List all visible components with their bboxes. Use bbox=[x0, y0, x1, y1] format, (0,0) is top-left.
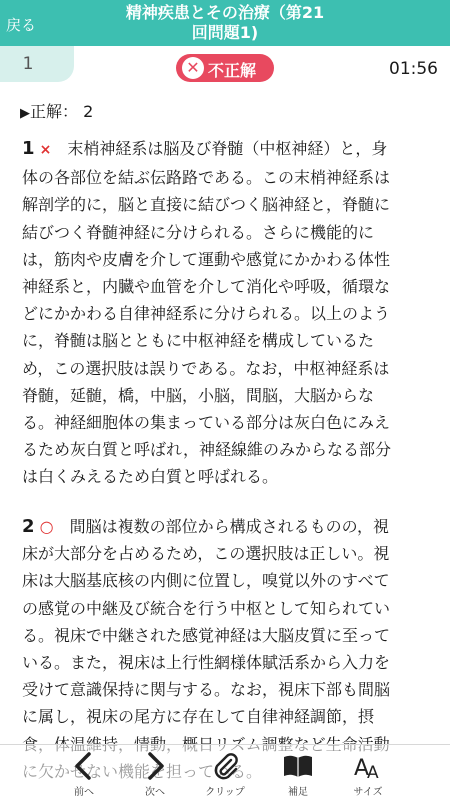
explanation-line: に属し，視床の尾方に存在して自律神経調節，摂 bbox=[22, 707, 375, 727]
explanation-text: 間脳は複数の部位から構成されるものの，視 bbox=[53, 517, 389, 536]
next-label: 次へ bbox=[145, 787, 165, 798]
explanation-line: る。神経細胞体の集まっている部分は灰白色にみえ bbox=[22, 413, 391, 433]
triangle-right-icon: ▶ bbox=[20, 106, 30, 121]
explanation-line: 受けて意識保持に関与する。なお，視床下部も間脳 bbox=[22, 680, 391, 700]
explanation-line: 脊髄，延髄，橋，中脳，小脳，間脳，大脳からな bbox=[22, 385, 375, 405]
back-button[interactable]: 戻る bbox=[6, 16, 37, 34]
explanation-line: は白くみえるため白質と呼ばれる。 bbox=[22, 467, 279, 487]
result-label: 不正解 bbox=[208, 61, 257, 80]
next-button[interactable] bbox=[125, 751, 185, 798]
explanation-line: 床が大部分を占めるため，この選択肢は正しい。視 bbox=[22, 544, 390, 564]
explanation-line: 結びつく脊髄神経に分けられる。さらに機能的に bbox=[22, 222, 375, 242]
choice-number: 1 bbox=[22, 138, 35, 159]
explanation-line: 体の各部位を結ぶ伝路路である。この末梢神経系は bbox=[22, 168, 391, 188]
result-badge-incorrect bbox=[176, 54, 274, 82]
timer: 01:56 bbox=[389, 59, 438, 79]
chevron-right-icon bbox=[140, 751, 170, 781]
page-title bbox=[80, 3, 370, 43]
supplement-label: 補足 bbox=[288, 787, 308, 798]
explanation-line: 解剖学的に，脳と直接に結びつく脳神経と，脊髄に bbox=[22, 195, 391, 215]
explanation-line: 床は大脳基底核の内側に位置し，嗅覚以外のすべて bbox=[22, 571, 390, 591]
book-icon bbox=[282, 751, 314, 781]
correct-answer-label: 正解： bbox=[30, 102, 79, 121]
question-number: 1 bbox=[22, 54, 34, 74]
font-size-icon bbox=[352, 751, 384, 781]
correct-answer-value: 2 bbox=[83, 102, 94, 121]
explanation-line: どにかかわる自律神経系に分けられる。以上のよう bbox=[22, 304, 391, 324]
font-size-button[interactable] bbox=[338, 751, 398, 798]
incorrect-mark-icon: × bbox=[39, 142, 52, 158]
explanation-line bbox=[22, 135, 430, 164]
explanation-1 bbox=[22, 135, 430, 491]
question-number-tab bbox=[0, 46, 74, 82]
explanation-line: め，この選択肢は誤りである。なお，中枢神経系は bbox=[22, 358, 390, 378]
bottom-toolbar bbox=[0, 744, 450, 800]
explanation-line: いる。また，視床は上行性網様体賦活系から入力を bbox=[22, 653, 391, 673]
explanation-text: 末梢神経系は脳及び脊髄（中枢神経）と，身 bbox=[51, 139, 388, 158]
clip-button[interactable] bbox=[195, 751, 255, 798]
prev-button[interactable] bbox=[54, 751, 114, 798]
explanation-line: は，筋肉や皮膚を介して運動や感覚にかかわる体性 bbox=[22, 249, 391, 269]
explanation-line: の感覚の中継及び統合を行う中枢として知られてい bbox=[22, 598, 391, 618]
explanation-line: る。視床で中継された感覚神経は大脳皮質に至って bbox=[22, 625, 391, 645]
correct-mark-icon: ○ bbox=[39, 517, 54, 536]
size-label: サイズ bbox=[353, 787, 383, 798]
chevron-left-icon bbox=[69, 751, 99, 781]
explanation-line: 神経系と，内臓や血管を介して消化や呼吸，循環な bbox=[22, 277, 391, 297]
svg-text:A: A bbox=[367, 763, 379, 781]
header-bar bbox=[0, 0, 450, 46]
page-title-line2: 回問題1) bbox=[191, 23, 259, 42]
choice-number: 2 bbox=[22, 516, 35, 537]
clip-label: クリップ bbox=[205, 787, 245, 798]
svg-text:A: A bbox=[354, 756, 370, 781]
explanation-line: るため灰白質と呼ばれ，神経線維のみからなる部分 bbox=[22, 440, 391, 460]
explanation-line bbox=[22, 513, 430, 540]
prev-label: 前へ bbox=[74, 787, 94, 798]
supplement-button[interactable] bbox=[268, 751, 328, 798]
paperclip-icon bbox=[210, 751, 240, 781]
correct-answer bbox=[20, 99, 93, 122]
explanation-line: に，脊髄は脳とともに中枢神経を構成しているた bbox=[22, 331, 375, 351]
page-title-line1: 精神疾患とその治療（第21 bbox=[125, 3, 325, 22]
cross-icon: ✕ bbox=[182, 57, 204, 79]
